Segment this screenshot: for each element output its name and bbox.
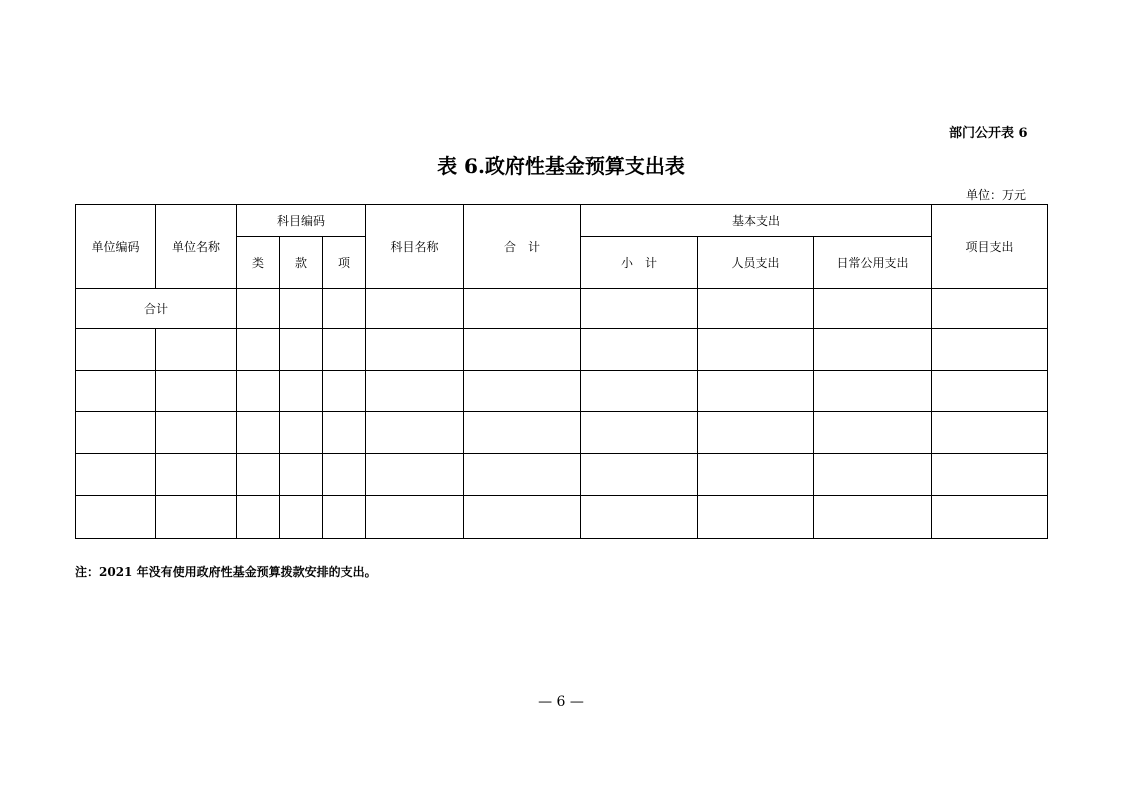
- header-row-1: [76, 205, 1048, 237]
- table-cell: [366, 289, 464, 329]
- table-cell: [237, 371, 280, 412]
- table-cell: [366, 412, 464, 454]
- table-cell: [323, 371, 366, 412]
- table-cell: [581, 289, 698, 329]
- table-cell: [323, 329, 366, 371]
- header-lei: 类: [237, 237, 280, 289]
- table-cell: [323, 496, 366, 539]
- table-cell: [156, 454, 237, 496]
- table-cell: [156, 496, 237, 539]
- table-cell: [932, 329, 1048, 371]
- table-cell: [581, 371, 698, 412]
- table-row: [76, 496, 1048, 539]
- table-cell: [76, 329, 156, 371]
- footnote: 注：2021 年没有使用政府性基金预算拨款安排的支出。: [75, 565, 377, 579]
- table-cell: [237, 496, 280, 539]
- document-label: 部门公开表 6: [949, 126, 1028, 141]
- page-number: — 6 —: [538, 694, 584, 710]
- table-cell: [366, 496, 464, 539]
- table-cell: [814, 496, 932, 539]
- header-unit-name: 单位名称: [156, 205, 237, 289]
- page-title: 表 6.政府性基金预算支出表: [437, 154, 685, 178]
- table-cell: [280, 371, 323, 412]
- table-cell: [237, 454, 280, 496]
- table-cell: [698, 412, 814, 454]
- header-total: 合 计: [464, 205, 581, 289]
- total-row: [76, 289, 1048, 329]
- table-row: [76, 371, 1048, 412]
- table-cell: [366, 329, 464, 371]
- table-row: [76, 412, 1048, 454]
- table-cell: [932, 289, 1048, 329]
- header-subject-code: 科目编码: [237, 205, 366, 237]
- table-cell: [932, 496, 1048, 539]
- table-cell: [814, 454, 932, 496]
- header-subtotal: 小 计: [581, 237, 698, 289]
- table-cell: [237, 412, 280, 454]
- table-cell: [464, 289, 581, 329]
- header-personnel: 人员支出: [698, 237, 814, 289]
- table-cell: [280, 496, 323, 539]
- table-cell: [464, 454, 581, 496]
- table-cell: [76, 454, 156, 496]
- table-cell: [814, 329, 932, 371]
- header-daily-public: 日常公用支出: [814, 237, 932, 289]
- table-cell: [366, 454, 464, 496]
- table-cell: [280, 329, 323, 371]
- unit-label: 单位：万元: [966, 188, 1027, 202]
- table-cell: [280, 412, 323, 454]
- table-cell: [581, 329, 698, 371]
- table-row: [76, 329, 1048, 371]
- table-cell: [280, 289, 323, 329]
- table-cell: [237, 329, 280, 371]
- table-cell: [464, 329, 581, 371]
- table-cell: [76, 371, 156, 412]
- table-cell: [280, 454, 323, 496]
- expenditure-table: [75, 204, 1048, 539]
- table-cell: [814, 412, 932, 454]
- table-cell: [156, 371, 237, 412]
- table-cell: [366, 371, 464, 412]
- table-cell: [814, 371, 932, 412]
- table-cell: [698, 329, 814, 371]
- table-cell: [464, 412, 581, 454]
- table-cell: [698, 371, 814, 412]
- table-cell: [76, 496, 156, 539]
- table-cell: [237, 289, 280, 329]
- table-row: [76, 454, 1048, 496]
- table-cell: [932, 412, 1048, 454]
- table-cell: [323, 412, 366, 454]
- header-unit-code: 单位编码: [76, 205, 156, 289]
- table-cell: [156, 329, 237, 371]
- table-cell: [698, 496, 814, 539]
- table-cell: [76, 412, 156, 454]
- total-row-label: 合计: [76, 289, 237, 329]
- header-xiang: 项: [323, 237, 366, 289]
- table-cell: [581, 496, 698, 539]
- table-cell: [464, 496, 581, 539]
- table-cell: [698, 289, 814, 329]
- header-basic-expenditure: 基本支出: [581, 205, 932, 237]
- table-cell: [156, 412, 237, 454]
- header-project-expenditure: 项目支出: [932, 205, 1048, 289]
- table-cell: [464, 371, 581, 412]
- table-cell: [323, 454, 366, 496]
- table-cell: [581, 454, 698, 496]
- table-cell: [581, 412, 698, 454]
- table-cell: [323, 289, 366, 329]
- header-subject-name: 科目名称: [366, 205, 464, 289]
- table-cell: [698, 454, 814, 496]
- header-kuan: 款: [280, 237, 323, 289]
- table-cell: [814, 289, 932, 329]
- table-cell: [932, 454, 1048, 496]
- table-cell: [932, 371, 1048, 412]
